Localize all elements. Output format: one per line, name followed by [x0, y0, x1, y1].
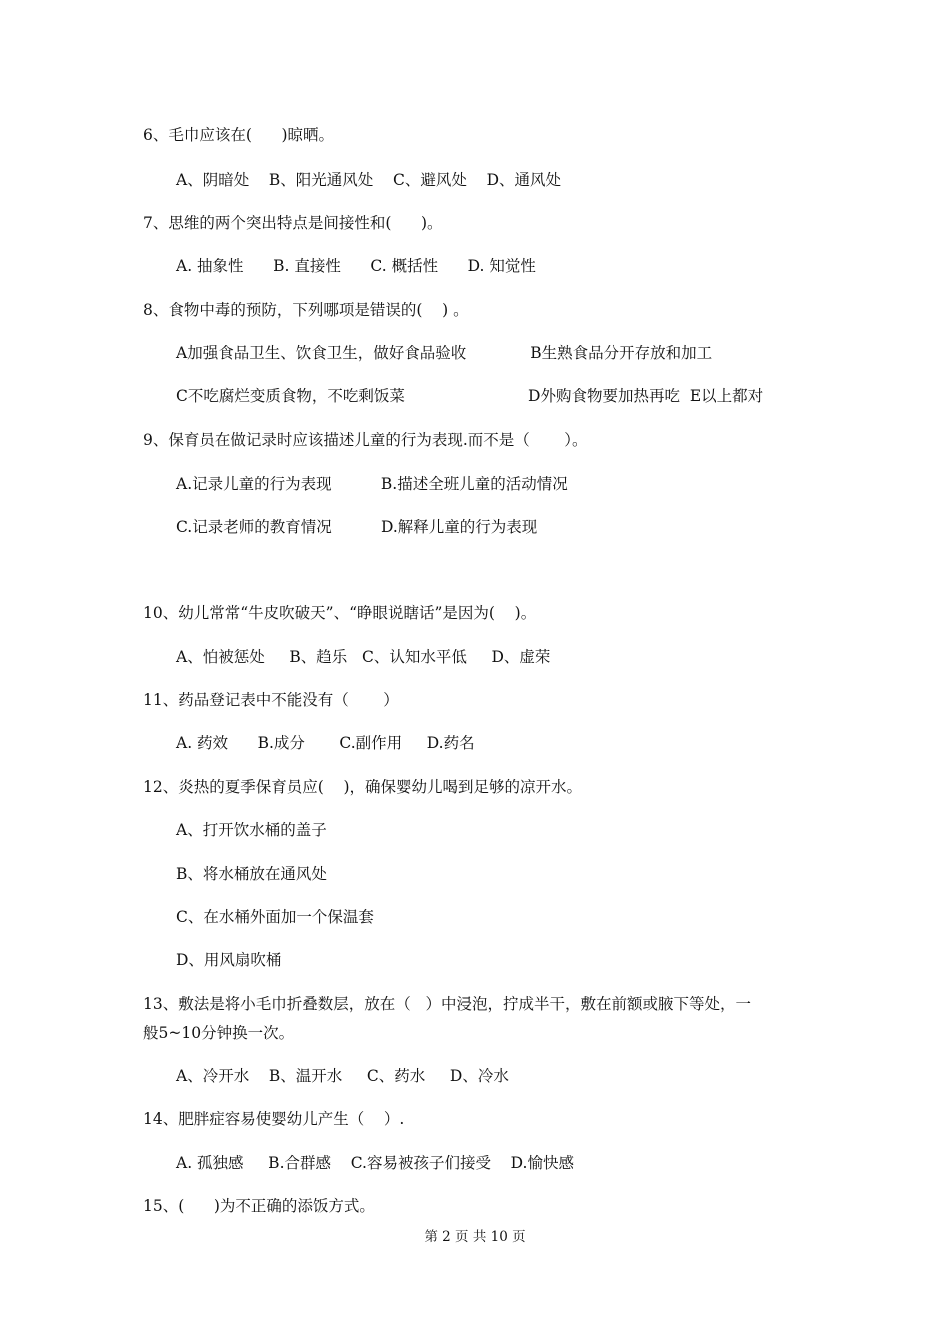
question-10: 10、幼儿常常“牛皮吹破天”、“睁眼说瞎话”是因为( )。 — [143, 604, 537, 622]
option-12-a: A、打开饮水桶的盖子 — [176, 821, 327, 839]
question-7: 7、思维的两个突出特点是间接性和( )。 — [143, 214, 443, 232]
question-8: 8、食物中毒的预防，下列哪项是错误的( ) 。 — [143, 301, 469, 319]
options-14: A. 孤独感 B.合群感 C.容易被孩子们接受 D.愉快感 — [176, 1154, 574, 1172]
options-7: A. 抽象性 B. 直接性 C. 概括性 D. 知觉性 — [176, 257, 536, 275]
options-9-row-1: A.记录儿童的行为表现 B.描述全班儿童的活动情况 — [176, 475, 568, 493]
options-8-row-1: A加强食品卫生、饮食卫生，做好食品验收 B生熟食品分开存放和加工 — [176, 344, 713, 362]
question-14: 14、肥胖症容易使婴幼儿产生（ ）. — [143, 1110, 405, 1128]
options-11: A. 药效 B.成分 C.副作用 D.药名 — [176, 734, 475, 752]
options-9-row-2: C.记录老师的教育情况 D.解释儿童的行为表现 — [176, 518, 538, 536]
question-12: 12、炎热的夏季保育员应( )，确保婴幼儿喝到足够的凉开水。 — [143, 778, 583, 796]
option-12-c: C、在水桶外面加一个保温套 — [176, 908, 374, 926]
question-9: 9、保育员在做记录时应该描述儿童的行为表现.而不是（ ）。 — [143, 431, 588, 449]
page-number-footer: 第 2 页 共 10 页 — [424, 1229, 526, 1245]
question-13-cont: 般5~10分钟换一次。 — [143, 1024, 295, 1042]
question-15: 15、( )为不正确的添饭方式。 — [143, 1197, 375, 1215]
question-13: 13、敷法是将小毛巾折叠数层，放在（ ）中浸泡，拧成半干，敷在前额或腋下等处，一 — [143, 995, 752, 1013]
options-13: A、冷开水 B、温开水 C、药水 D、冷水 — [176, 1067, 509, 1085]
option-12-b: B、将水桶放在通风处 — [176, 865, 327, 883]
options-6: A、阴暗处 B、阳光通风处 C、避风处 D、通风处 — [176, 171, 561, 189]
option-12-d: D、用风扇吹桶 — [176, 951, 282, 969]
question-6: 6、毛巾应该在( )晾晒。 — [143, 126, 335, 144]
options-10: A、怕被惩处 B、趋乐 C、认知水平低 D、虚荣 — [176, 648, 551, 666]
question-11: 11、药品登记表中不能没有（ ） — [143, 691, 399, 709]
options-8-row-2: C不吃腐烂变质食物，不吃剩饭菜 D外购食物要加热再吃 E以上都对 — [176, 387, 764, 405]
